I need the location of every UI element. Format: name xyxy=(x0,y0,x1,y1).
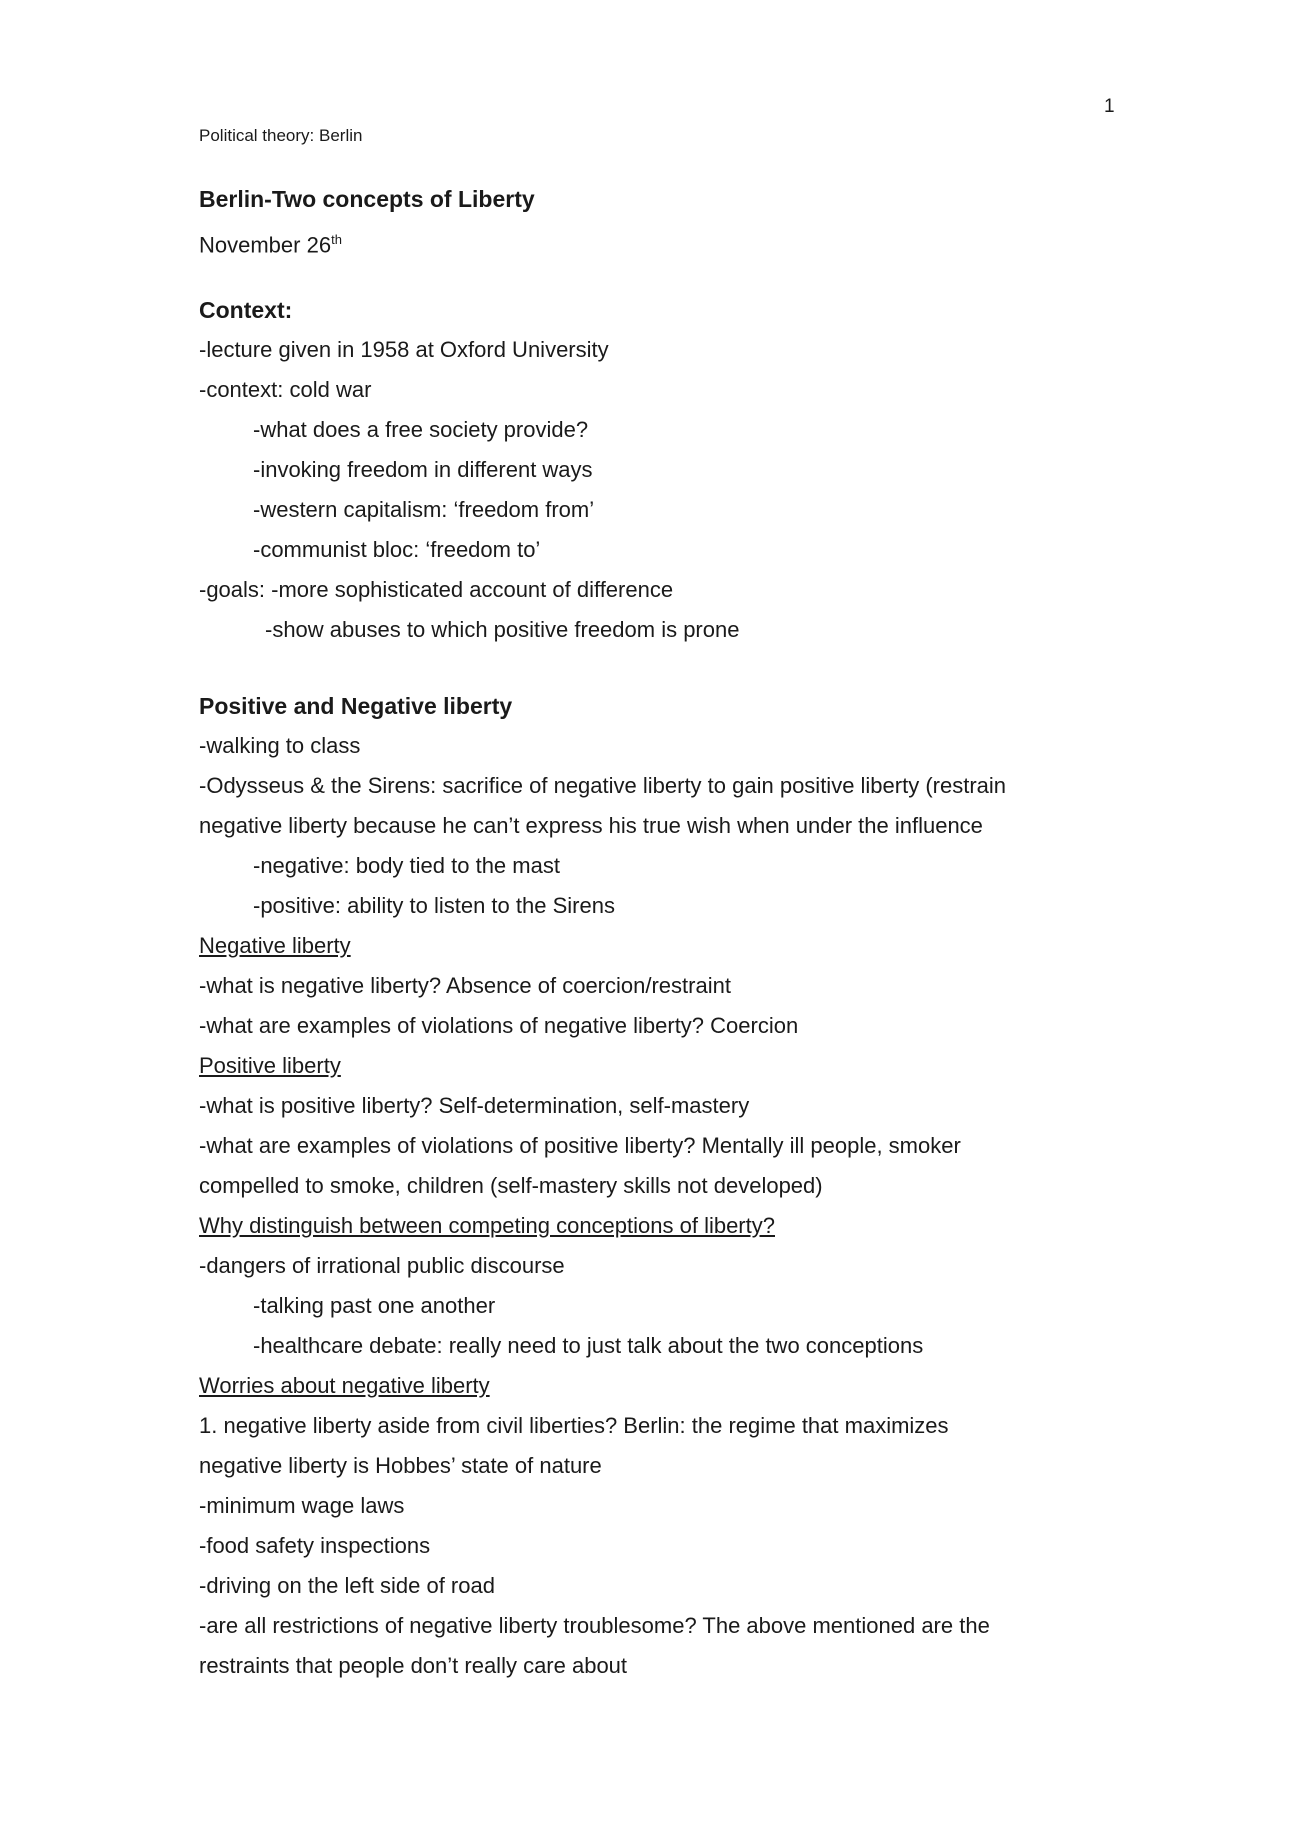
subheading-positive-liberty: Positive liberty xyxy=(199,1053,341,1078)
section-spacer xyxy=(199,650,1119,686)
positive-line: -what is positive liberty? Self-determination, self-mastery xyxy=(199,1093,750,1118)
negative-line: -what are examples of violations of negative liberty? Coercion xyxy=(199,1013,799,1038)
document-date xyxy=(199,220,1119,260)
worries-line: -minimum wage laws xyxy=(199,1493,405,1518)
date-text: November 26 xyxy=(199,232,332,258)
why-line: -dangers of irrational public discourse xyxy=(199,1253,565,1278)
document-body xyxy=(199,178,1119,1686)
context-line: -western capitalism: ‘freedom from’ xyxy=(253,497,595,522)
worries-line: -food safety inspections xyxy=(199,1533,431,1558)
negative-line: -what is negative liberty? Absence of coercion/restraint xyxy=(199,973,731,998)
context-line: -goals: -more sophisticated account of difference xyxy=(199,577,674,602)
pos-neg-line: -positive: ability to listen to the Sirens xyxy=(253,893,615,918)
page-number: 1 xyxy=(1104,96,1115,117)
context-line: -show abuses to which positive freedom is prone xyxy=(265,617,740,642)
subheading-negative-liberty: Negative liberty xyxy=(199,933,351,958)
context-line: -context: cold war xyxy=(199,377,372,402)
worries-line: negative liberty is Hobbes’ state of nature xyxy=(199,1453,602,1478)
pos-neg-line: negative liberty because he can’t express his true wish when under the influence xyxy=(199,813,983,838)
context-line: -invoking freedom in different ways xyxy=(253,457,593,482)
context-line: -lecture given in 1958 at Oxford University xyxy=(199,337,609,362)
page-header: Political theory: Berlin xyxy=(199,126,363,145)
worries-line: -driving on the left side of road xyxy=(199,1573,495,1598)
worries-line: 1. negative liberty aside from civil liberties? Berlin: the regime that maximizes xyxy=(199,1413,949,1438)
why-line: -healthcare debate: really need to just talk about the two conceptions xyxy=(253,1333,924,1358)
why-line: -talking past one another xyxy=(253,1293,496,1318)
date-suffix: th xyxy=(331,232,342,247)
positive-line: compelled to smoke, children (self-mastery skills not developed) xyxy=(199,1173,823,1198)
subheading-worries: Worries about negative liberty xyxy=(199,1373,490,1398)
section-heading-context: Context: xyxy=(199,297,293,323)
worries-line: restraints that people don’t really care about xyxy=(199,1653,628,1678)
document-title: Berlin-Two concepts of Liberty xyxy=(199,186,535,212)
context-line: -communist bloc: ‘freedom to’ xyxy=(253,537,541,562)
context-line: -what does a free society provide? xyxy=(253,417,589,442)
pos-neg-line: -walking to class xyxy=(199,733,361,758)
pos-neg-line: -Odysseus & the Sirens: sacrifice of negative liberty to gain positive liberty (restrain xyxy=(199,773,1007,798)
section-heading-positive-negative: Positive and Negative liberty xyxy=(199,693,513,719)
subheading-why-distinguish: Why distinguish between competing conceptions of liberty? xyxy=(199,1213,775,1238)
positive-line: -what are examples of violations of positive liberty? Mentally ill people, smoker xyxy=(199,1133,961,1158)
worries-line: -are all restrictions of negative liberty troublesome? The above mentioned are the xyxy=(199,1613,990,1638)
pos-neg-line: -negative: body tied to the mast xyxy=(253,853,560,878)
